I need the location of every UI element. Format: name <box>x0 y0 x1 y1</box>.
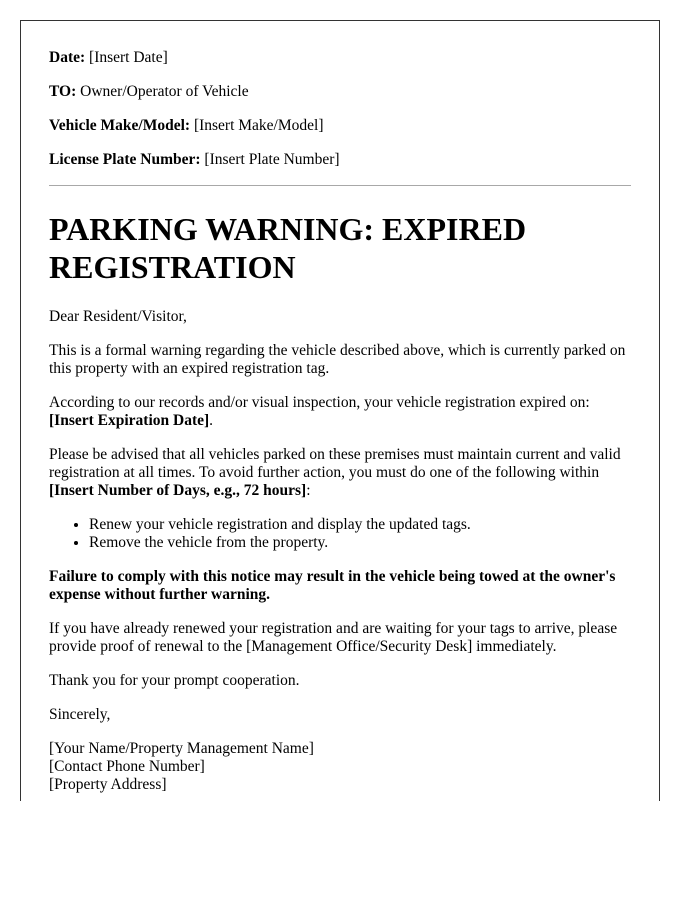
renewed-paragraph: If you have already renewed your registration and are waiting for your tags to arrive, please provide proof of renewal to the [Management Office/Security Desk] immediately. <box>49 620 618 655</box>
advised-paragraph <box>49 446 631 500</box>
letter-body <box>49 308 631 794</box>
signature-name: [Your Name/Property Management Name] <box>49 740 314 757</box>
vehicle-label: Vehicle Make/Model: <box>49 117 191 134</box>
signature-address: [Property Address] <box>49 776 167 793</box>
warning-letter <box>20 20 660 801</box>
list-item: • Renew your vehicle registration and display the updated tags. <box>89 516 631 534</box>
to-label: TO: <box>49 83 77 100</box>
advised-text: Please be advised that all vehicles parked on these premises must maintain current and valid registration at all times. To avoid further action, you must do one of the following within <box>49 446 621 481</box>
greeting: Dear Resident/Visitor, <box>49 308 187 325</box>
towing-warning: Failure to comply with this notice may result in the vehicle being towed at the owner's expense without further warning. <box>49 568 616 603</box>
list-item: • Remove the vehicle from the property. <box>89 534 631 552</box>
header-fields <box>49 49 631 169</box>
records-paragraph <box>49 394 631 430</box>
signature-block <box>49 740 631 794</box>
days-placeholder: [Insert Number of Days, e.g., 72 hours] <box>49 482 307 499</box>
plate-label: License Plate Number: <box>49 151 201 168</box>
closing: Sincerely, <box>49 706 111 723</box>
records-suffix: . <box>209 412 214 429</box>
signature-phone: [Contact Phone Number] <box>49 758 205 775</box>
to-value: Owner/Operator of Vehicle <box>80 83 249 100</box>
vehicle-field <box>49 117 631 135</box>
thanks-paragraph: Thank you for your prompt cooperation. <box>49 672 300 689</box>
expiration-date-placeholder: [Insert Expiration Date] <box>49 412 210 429</box>
letter-title: PARKING WARNING: EXPIRED REGISTRATION <box>49 211 527 285</box>
date-label: Date: <box>49 49 86 66</box>
plate-value: [Insert Plate Number] <box>204 151 340 168</box>
plate-field <box>49 151 631 169</box>
intro-paragraph: This is a formal warning regarding the vehicle described above, which is currently parked on this property with an expired registration tag. <box>49 342 626 377</box>
records-text: According to our records and/or visual inspection, your vehicle registration expired on: <box>49 394 590 411</box>
date-field <box>49 49 631 67</box>
to-field <box>49 83 631 101</box>
date-value: [Insert Date] <box>89 49 168 66</box>
divider <box>49 185 631 186</box>
advised-suffix: : <box>306 482 311 499</box>
action-list <box>49 516 631 552</box>
vehicle-value: [Insert Make/Model] <box>193 117 324 134</box>
